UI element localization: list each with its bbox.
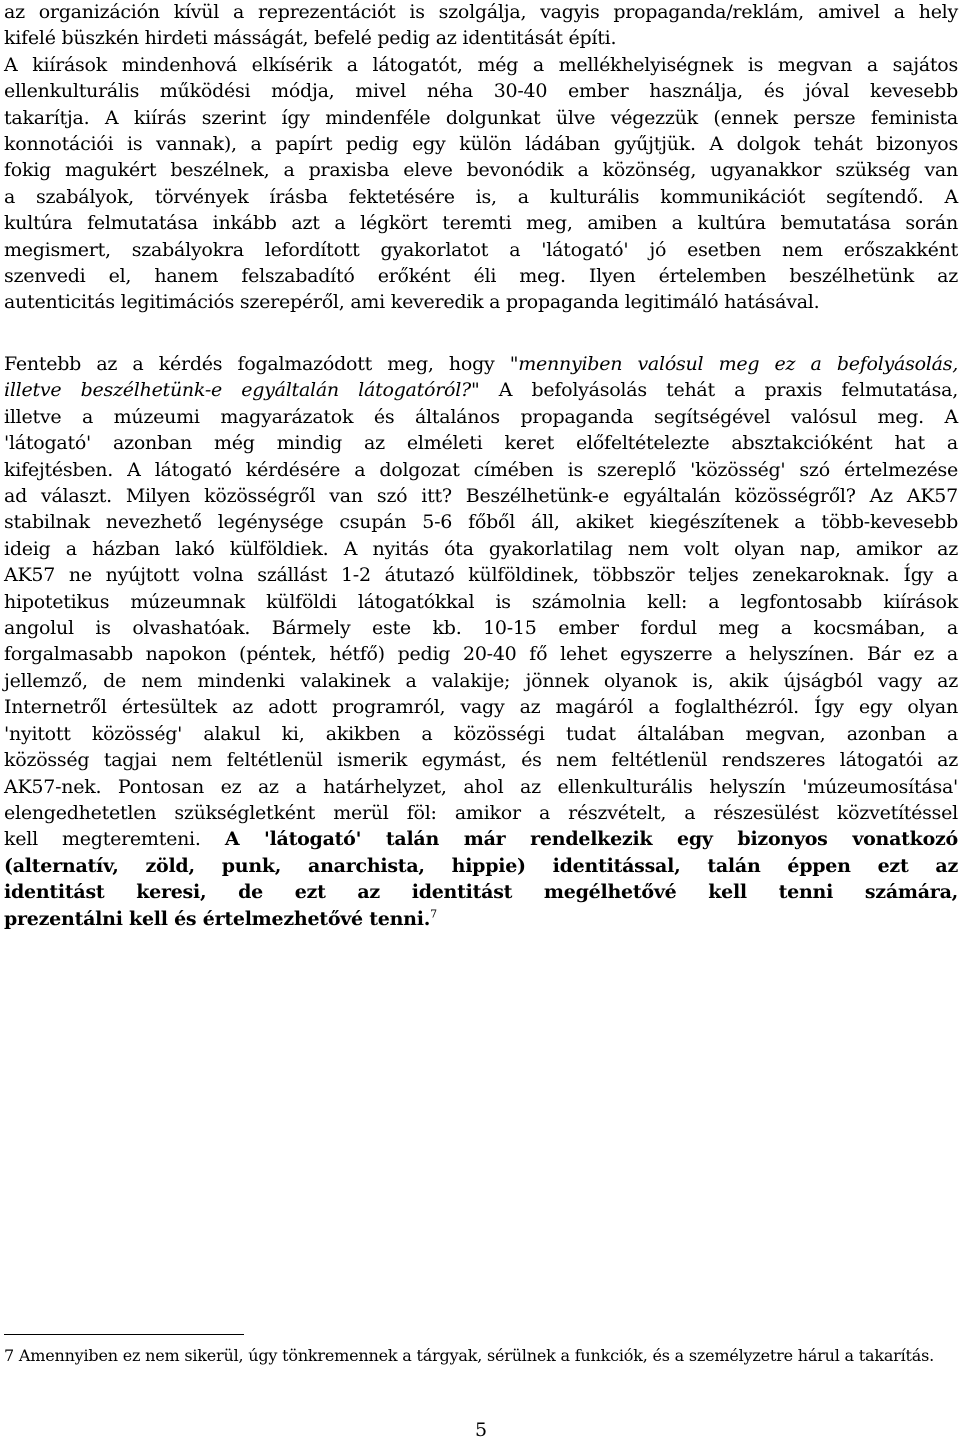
paragraph-2-text: kell megteremteni. <box>4 828 225 851</box>
paragraph-2-line: stabilnak nevezhető legénysége csupán 5-6 főből áll, akiket kiegészítenek a több-kevesebb <box>4 511 958 534</box>
paragraph-2-line: 'látogató' azonban még mindig az elméleti keret előfeltételezte absztakcióként hat a <box>4 432 958 455</box>
paragraph-1-line: fokig magukért beszélnek, a praxisba eleve bevonódik a közönség, ugyanakkor szükség van <box>4 159 958 182</box>
page-number: 5 <box>474 1419 488 1441</box>
document-page <box>4 0 958 1444</box>
bold-statement: identitást keresi, de ezt az identitást megélhetővé kell tenni számára, <box>4 881 958 904</box>
paragraph-1-line: az organizáción kívül a reprezentációt is szolgálja, vagyis propaganda/reklám, amivel a hely <box>4 1 958 23</box>
bold-statement: prezentálni kell és értelmezhetővé tenni. <box>4 907 431 930</box>
paragraph-1-line: megismert, szabályokra lefordított gyakorlatot a 'látogató' jó esetben nem erőszakként <box>4 238 958 261</box>
quoted-question: "mennyiben valósul meg ez a befolyásolás, <box>509 353 959 375</box>
paragraph-1-line: takarítja. A kiírás szerint így mindenféle dolgunkat ülve végezzük (ennek persze feminista <box>4 106 958 129</box>
bold-statement: A 'látogató' talán már rendelkezik egy bizonyos vonatkozó <box>224 828 958 851</box>
paragraph-2-line: ad választ. Milyen közösségről van szó itt? Beszélhetünk-e egyáltalán közösségről? Az AK57 <box>4 485 958 508</box>
footnote <box>4 1344 958 1368</box>
paragraph-2-line: forgalmasabb napokon (péntek, hétfő) pedig 20-40 fő lehet egyszerre a helyszínen. Bár ez a <box>4 643 958 666</box>
paragraph-2-line: kifejtésben. A látogató kérdésére a dolgozat címében is szereplő 'közösség' szó értelmezése <box>4 458 958 481</box>
footnote-number: 7 <box>4 1346 14 1365</box>
paragraph-2-line <box>4 377 958 403</box>
paragraph-2 <box>4 351 958 932</box>
paragraph-1-line: konnotációi is vannak), a papírt pedig egy külön ládában gyűjtjük. A dolgok tehát bizonyos <box>4 133 958 156</box>
paragraph-2-line: AK57-nek. Pontosan ez az a határhelyzet, ahol az ellenkulturális helyszín 'múzeumosítása' <box>4 775 958 798</box>
paragraph-2-line: közösség tagjai nem feltétlenül ismerik egymást, és nem feltétlenül rendszeres látogatói az <box>4 749 958 772</box>
paragraph-1 <box>4 0 958 316</box>
paragraph-2-line: Internetről értesültek az adott programról, vagy az magáról a foglalthézról. Így egy olyan <box>4 696 958 719</box>
footnote-reference[interactable]: 7 <box>430 907 437 921</box>
paragraph-2-line: illetve a múzeumi magyarázatok és általános propaganda segítségével valósul meg. A <box>4 405 958 428</box>
paragraph-1-line: autenticitás legitimációs szerepéről, ami keveredik a propaganda legitimáló hatásával. <box>4 291 820 314</box>
footnote-separator <box>4 1334 244 1335</box>
footnote-text: Amennyiben ez nem sikerül, úgy tönkremennek a tárgyak, sérülnek a funkciók, és a személyzetre hárul a takarítás. <box>13 1346 934 1365</box>
paragraph-1-line: ellenkulturális működési módja, mivel néha 30-40 ember használja, és jóval kevesebb <box>4 80 958 103</box>
paragraph-2-intro: Fentebb az a kérdés fogalmazódott meg, hogy <box>4 353 510 375</box>
paragraph-2-line <box>4 879 958 905</box>
paragraph-2-line: AK57 ne nyújtott volna szállást 1-2 átutazó külföldinek, többször teljes zenekaroknak. Így a <box>4 564 958 587</box>
paragraph-2-line: ideig a házban lakó külföldiek. A nyitás óta gyakorlatilag nem volt olyan nap, amikor az <box>4 537 958 560</box>
paragraph-1-line: szenvedi el, hanem felszabadító erőként éli meg. Ilyen értelemben beszélhetünk az <box>4 265 958 288</box>
paragraph-2-line: jellemző, de nem mindenki valakinek a valakije; jönnek olyanok is, akik újságból vagy az <box>4 669 958 692</box>
paragraph-2-line <box>4 853 958 879</box>
paragraph-2-line <box>4 826 958 852</box>
paragraph-2-text: A befolyásolás tehát a praxis felmutatása, <box>479 379 958 402</box>
paragraph-2-line: hipotetikus múzeumnak külföldi látogatókkal is számolnia kell: a legfontosabb kiírások <box>4 590 958 613</box>
paragraph-2-line: 'nyitott közösség' alakul ki, akikben a közösségi tudat általában megvan, azonban a <box>4 722 958 745</box>
paragraph-1-line: kifelé büszkén hirdeti másságát, befelé pedig az identitását építi. <box>4 27 617 50</box>
quoted-question-cont: illetve beszélhetünk-e egyáltalán látogatóról?" <box>4 379 480 402</box>
paragraph-1-line: A kiírások mindenhová elkísérik a látogatót, még a mellékhelyiségnek is megvan a sajátos <box>4 53 958 76</box>
paragraph-2-line <box>4 351 958 377</box>
paragraph-1-line: kultúra felmutatása inkább azt a légkört teremti meg, amiben a kultúra bemutatása során <box>4 212 958 235</box>
paragraph-2-line: angolul is olvashatóak. Bármely este kb. 10-15 ember fordul meg a kocsmában, a <box>4 617 958 640</box>
paragraph-1-line: a szabályok, törvények írásba fektetésére is, a kulturális kommunikációt segítendő. A <box>4 185 958 208</box>
paragraph-2-line <box>4 906 958 932</box>
bold-statement: (alternatív, zöld, punk, anarchista, hippie) identitással, talán éppen ezt az <box>4 854 958 877</box>
paragraph-2-line: elengedhetetlen szükségletként merül föl: amikor a részvételt, a részesülést közvetítéssel <box>4 801 958 824</box>
